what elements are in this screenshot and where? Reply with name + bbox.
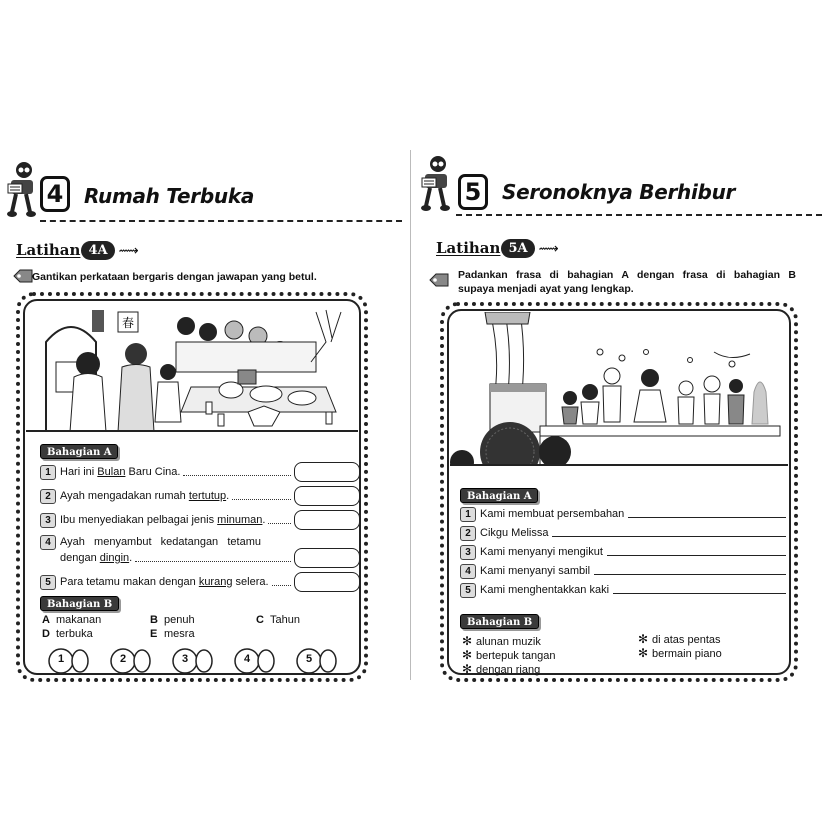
swirl-icon: ⟿ <box>118 241 139 258</box>
question-number: 1 <box>460 507 476 522</box>
header-dashed-line <box>456 214 822 216</box>
option-c: C Tahun <box>256 614 300 626</box>
latihan-banner <box>436 236 559 260</box>
answer-box-4[interactable] <box>294 548 360 568</box>
phrase-item: ✻ dengan riang <box>462 662 541 676</box>
exercise-frame <box>16 292 368 682</box>
answer-line-5[interactable] <box>613 586 786 594</box>
answer-apple-2[interactable] <box>110 646 152 676</box>
answer-apple-1[interactable] <box>48 646 90 676</box>
leader-dots <box>135 554 291 562</box>
apple-number: 2 <box>119 653 127 665</box>
question-number: 3 <box>40 513 56 528</box>
question-text: Cikgu Melissa <box>480 527 549 539</box>
answer-apple-4[interactable] <box>234 646 276 676</box>
unit-title: Seronoknya Berhibur <box>502 180 736 204</box>
question-text: Kami menyanyi sambil <box>480 565 591 577</box>
phrase-item: ✻ di atas pentas <box>638 632 721 646</box>
question-number: 2 <box>40 489 56 504</box>
question-number: 1 <box>40 465 56 480</box>
asterisk-icon: ✻ <box>462 634 473 648</box>
question-text: Ayah menyambut kedatangan tetamu <box>60 536 261 548</box>
question-row-2 <box>40 486 360 506</box>
option-b: B penuh <box>150 614 195 626</box>
answer-line-3[interactable] <box>607 548 786 556</box>
answer-box-5[interactable] <box>294 572 360 592</box>
question-text: Kami menghentakkan kaki <box>480 584 610 596</box>
instruction-text: Gantikan perkataan bergaris dengan jawapan yang betul. <box>32 271 317 283</box>
illustration-open-house <box>26 302 358 432</box>
instruction-text-line1: Padankan frasa di bahagian A dengan frasa di bahagian B <box>458 269 796 281</box>
leader-dots <box>232 492 291 500</box>
header-dashed-line <box>40 220 402 222</box>
phrase-item: ✻ bertepuk tangan <box>462 648 556 662</box>
asterisk-icon: ✻ <box>638 646 649 660</box>
answer-line-4[interactable] <box>594 567 786 575</box>
apple-number: 1 <box>57 653 65 665</box>
question-row-4 <box>460 561 786 581</box>
bahagian-a-label: Bahagian A <box>40 444 118 459</box>
question-number: 3 <box>460 545 476 560</box>
answer-line-1[interactable] <box>628 510 786 518</box>
bahagian-b-label: Bahagian B <box>460 614 539 629</box>
question-row-3 <box>40 510 360 530</box>
latihan-label: Latihan <box>436 239 501 257</box>
svg-text:春: 春 <box>121 316 135 330</box>
latihan-label: Latihan <box>16 241 81 259</box>
question-number: 4 <box>40 535 56 550</box>
leader-dots <box>268 516 291 524</box>
tag-icon <box>428 272 450 288</box>
question-row-1 <box>40 462 360 482</box>
question-text-cont: dengan dingin. <box>60 552 133 564</box>
bahagian-a-label: Bahagian A <box>460 488 538 503</box>
question-text: Para tetamu makan dengan kurang selera. <box>60 576 269 588</box>
question-row-4b <box>60 548 360 568</box>
question-text: Kami membuat persembahan <box>480 508 625 520</box>
swirl-icon: ⟿ <box>538 239 559 256</box>
illustration-performance <box>450 312 788 466</box>
phrase-item: ✻ alunan muzik <box>462 634 541 648</box>
answer-line-2[interactable] <box>552 529 786 537</box>
answer-apple-5[interactable] <box>296 646 338 676</box>
instruction-text-line2: supaya menjadi ayat yang lengkap. <box>458 283 634 295</box>
page-divider <box>410 150 411 680</box>
party-scene-image <box>26 302 358 432</box>
bahagian-b-label: Bahagian B <box>40 596 119 611</box>
question-number: 2 <box>460 526 476 541</box>
question-number: 5 <box>460 583 476 598</box>
apple-number: 4 <box>243 653 251 665</box>
tag-icon <box>12 268 34 284</box>
exercise-frame <box>440 302 798 682</box>
mascot-icon <box>6 160 40 220</box>
asterisk-icon: ✻ <box>462 662 473 676</box>
apple-number: 3 <box>181 653 189 665</box>
question-row-5 <box>40 572 360 592</box>
unit-title: Rumah Terbuka <box>84 184 255 208</box>
question-number: 4 <box>460 564 476 579</box>
leader-dots <box>272 578 291 586</box>
question-row-5 <box>460 580 786 600</box>
answer-apple-3[interactable] <box>172 646 214 676</box>
answer-box-3[interactable] <box>294 510 360 530</box>
phrase-item: ✻ bermain piano <box>638 646 722 660</box>
answer-box-1[interactable] <box>294 462 360 482</box>
question-row-2 <box>460 523 786 543</box>
option-a: A makanan <box>42 614 102 626</box>
question-row-1 <box>460 504 786 524</box>
question-text: Ayah mengadakan rumah tertutup. <box>60 490 230 502</box>
question-text: Ibu menyediakan pelbagai jenis minuman. <box>60 514 266 526</box>
asterisk-icon: ✻ <box>462 648 473 662</box>
question-number: 5 <box>40 575 56 590</box>
question-text: Kami menyanyi mengikut <box>480 546 603 558</box>
option-d: D terbuka <box>42 628 93 640</box>
latihan-code: 4A <box>81 241 114 260</box>
answer-box-2[interactable] <box>294 486 360 506</box>
unit-number-badge: 4 <box>40 176 70 212</box>
mascot-icon <box>420 154 454 214</box>
question-text: Hari ini Bulan Baru Cina. <box>60 466 181 478</box>
asterisk-icon: ✻ <box>638 632 649 646</box>
question-row-3 <box>460 542 786 562</box>
apple-number: 5 <box>305 653 313 665</box>
leader-dots <box>183 468 291 476</box>
latihan-banner <box>16 238 139 262</box>
latihan-code: 5A <box>501 239 534 258</box>
unit-number-badge: 5 <box>458 174 488 210</box>
option-e: E mesra <box>150 628 195 640</box>
stage-scene-image <box>450 312 788 466</box>
